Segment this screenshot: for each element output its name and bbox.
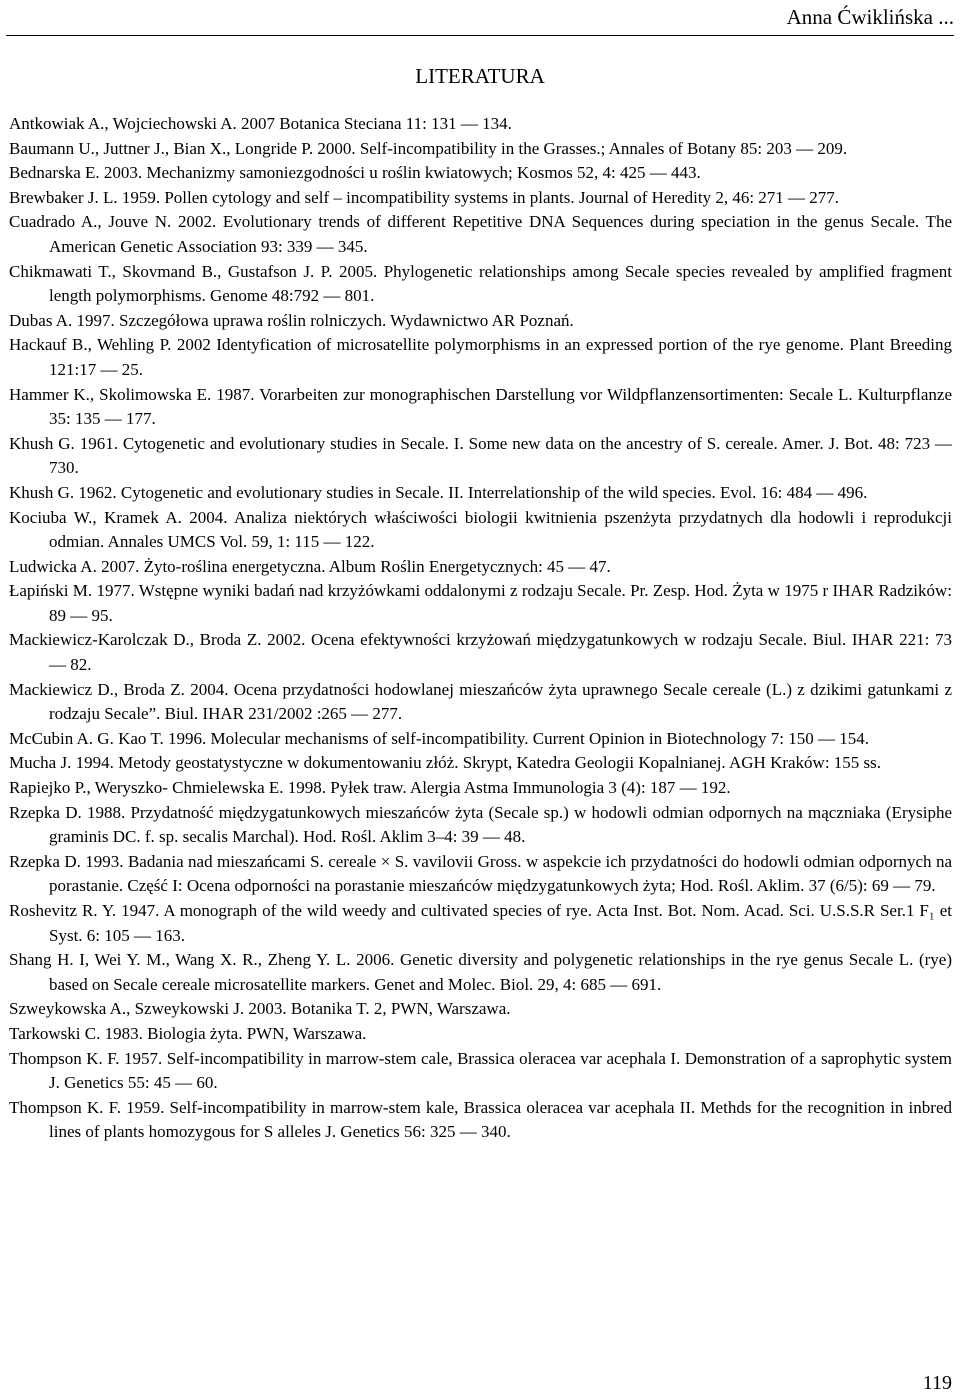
reference-entry: Thompson K. F. 1959. Self-incompatibility in marrow-stem kale, Brassica oleracea var acephala II. Methds for the recognition in inbred lines of plants homozygous for S alleles J. Genetics 56: 325 — 340.: [9, 1097, 952, 1142]
reference-entry: Thompson K. F. 1957. Self-incompatibility in marrow-stem cale, Brassica oleracea var acephala I. Demonstration of a saprophytic system J. Genetics 55: 45 — 60.: [9, 1048, 952, 1093]
reference-entry: Mackiewicz D., Broda Z. 2004. Ocena przydatności hodowlanej mieszańców żyta uprawnego Secale cereale (L.) z dzikimi gatunkami z rodzaju Secale”. Biul. IHAR 231/2002 :265 — 277.: [9, 679, 952, 724]
reference-entry: Łapiński M. 1977. Wstępne wyniki badań nad krzyżówkami oddalonymi z rodzaju Secale. Pr. Zesp. Hod. Żyta w 1975 r IHAR Radzików: 89 — 95.: [9, 581, 952, 625]
reference-entry: Chikmawati T., Skovmand B., Gustafson J. P. 2005. Phylogenetic relationships among Secale species revealed by amplified fragment length polymorphisms. Genome 48:792 — 801.: [9, 261, 952, 306]
reference-entry: Mucha J. 1994. Metody geostatystyczne w dokumentowaniu złóż. Skrypt, Katedra Geologii Kopalnianej. AGH Kraków: 155 ss.: [9, 753, 882, 773]
reference-entry: Antkowiak A., Wojciechowski A. 2007 Botanica Steciana 11: 131 — 134.: [9, 114, 512, 133]
reference-entry: Hackauf B., Wehling P. 2002 Identyfication of microsatellite polymorphisms in an expressed portion of the rye genome. Plant Breeding 121:17 — 25.: [9, 335, 952, 379]
section-title: LITERATURA: [415, 64, 545, 88]
reference-entry: Dubas A. 1997. Szczegółowa uprawa roślin rolniczych. Wydawnictwo AR Poznań.: [9, 310, 574, 330]
running-header: Anna Ćwiklińska ...: [786, 5, 954, 29]
header-rule: [6, 35, 954, 36]
reference-entry: Shang H. I, Wei Y. M., Wang X. R., Zheng Y. L. 2006. Genetic diversity and polygenetic relationships in the rye genus Secale L. (rye) based on Secale cereale microsatellite markers. Genet and Molec. Biol. 29, 4: 685 — 691.: [9, 950, 952, 994]
reference-entry: Khush G. 1962. Cytogenetic and evolutionary studies in Secale. II. Interrelationship of the wild species. Evol. 16: 484 — 496.: [9, 482, 868, 502]
reference-entry: Brewbaker J. L. 1959. Pollen cytology and self – incompatibility systems in plants. Journal of Heredity 2, 46: 271 — 277.: [9, 187, 840, 207]
reference-entry: McCubin A. G. Kao T. 1996. Molecular mechanisms of self-incompatibility. Current Opinion in Biotechnology 7: 150 — 154.: [9, 728, 869, 748]
reference-entry: Roshevitz R. Y. 1947. A monograph of the wild weedy and cultivated species of rye. Acta Inst. Bot. Nom. Acad. Sci. U.S.S.R Ser.1 F₁ et Syst. 6: 105 — 163.: [9, 901, 952, 945]
reference-entry: Rzepka D. 1993. Badania nad mieszańcami S. cereale × S. vavilovii Gross. w aspekcie ich przydatności do hodowli odmian odpornych na porastanie. Część I: Ocena odporności na porastanie mieszańców międzygatunkowych żyta; Hod. Rośl. Aklim. 37 (6/5): 69 — 79.: [9, 851, 952, 896]
reference-entry: Rapiejko P., Weryszko- Chmielewska E. 1998. Pyłek traw. Alergia Astma Immunologia 3 (4): 187 — 192.: [9, 778, 731, 798]
reference-entry: Rzepka D. 1988. Przydatność międzygatunkowych mieszańców żyta (Secale sp.) w hodowli odmian odpornych na mączniaka (Erysiphe graminis DC. f. sp. secalis Marchal). Hod. Rośl. Aklim 3–4: 39 — 48.: [9, 802, 952, 847]
reference-entry: Khush G. 1961. Cytogenetic and evolutionary studies in Secale. I. Some new data on the ancestry of S. cereale. Amer. J. Bot. 48: 723 — 730.: [9, 433, 952, 478]
reference-list: [9, 112, 952, 1145]
reference-entry: Tarkowski C. 1983. Biologia żyta. PWN, Warszawa.: [9, 1023, 367, 1043]
reference-entry: Baumann U., Juttner J., Bian X., Longride P. 2000. Self-incompatibility in the Grasses.; Annales of Botany 85: 203 — 209.: [9, 138, 848, 158]
reference-entry: Cuadrado A., Jouve N. 2002. Evolutionary trends of different Repetitive DNA Sequences during speciation in the genus Secale. The American Genetic Association 93: 339 — 345.: [9, 212, 952, 256]
reference-entry: Ludwicka A. 2007. Żyto-roślina energetyczna. Album Roślin Energetycznych: 45 — 47.: [9, 556, 611, 576]
page-number: 119: [922, 1372, 952, 1394]
reference-entry: Bednarska E. 2003. Mechanizmy samoniezgodności u roślin kwiatowych; Kosmos 52, 4: 425 — 443.: [9, 163, 701, 183]
reference-entry: Szweykowska A., Szweykowski J. 2003. Botanika T. 2, PWN, Warszawa.: [9, 999, 511, 1019]
reference-entry: Mackiewicz-Karolczak D., Broda Z. 2002. Ocena efektywności krzyżowań międzygatunkowych w rodzaju Secale. Biul. IHAR 221: 73 — 82.: [9, 630, 952, 675]
reference-entry: Hammer K., Skolimowska E. 1987. Vorarbeiten zur monographischen Darstellung vor Wildpflanzensortimenten: Secale L. Kulturpflanze 35: 135 — 177.: [9, 384, 952, 429]
reference-entry: Kociuba W., Kramek A. 2004. Analiza niektórych właściwości biologii kwitnienia pszenżyta przydatnych dla hodowli i reprodukcji odmian. Annales UMCS Vol. 59, 1: 115 — 122.: [9, 507, 952, 552]
